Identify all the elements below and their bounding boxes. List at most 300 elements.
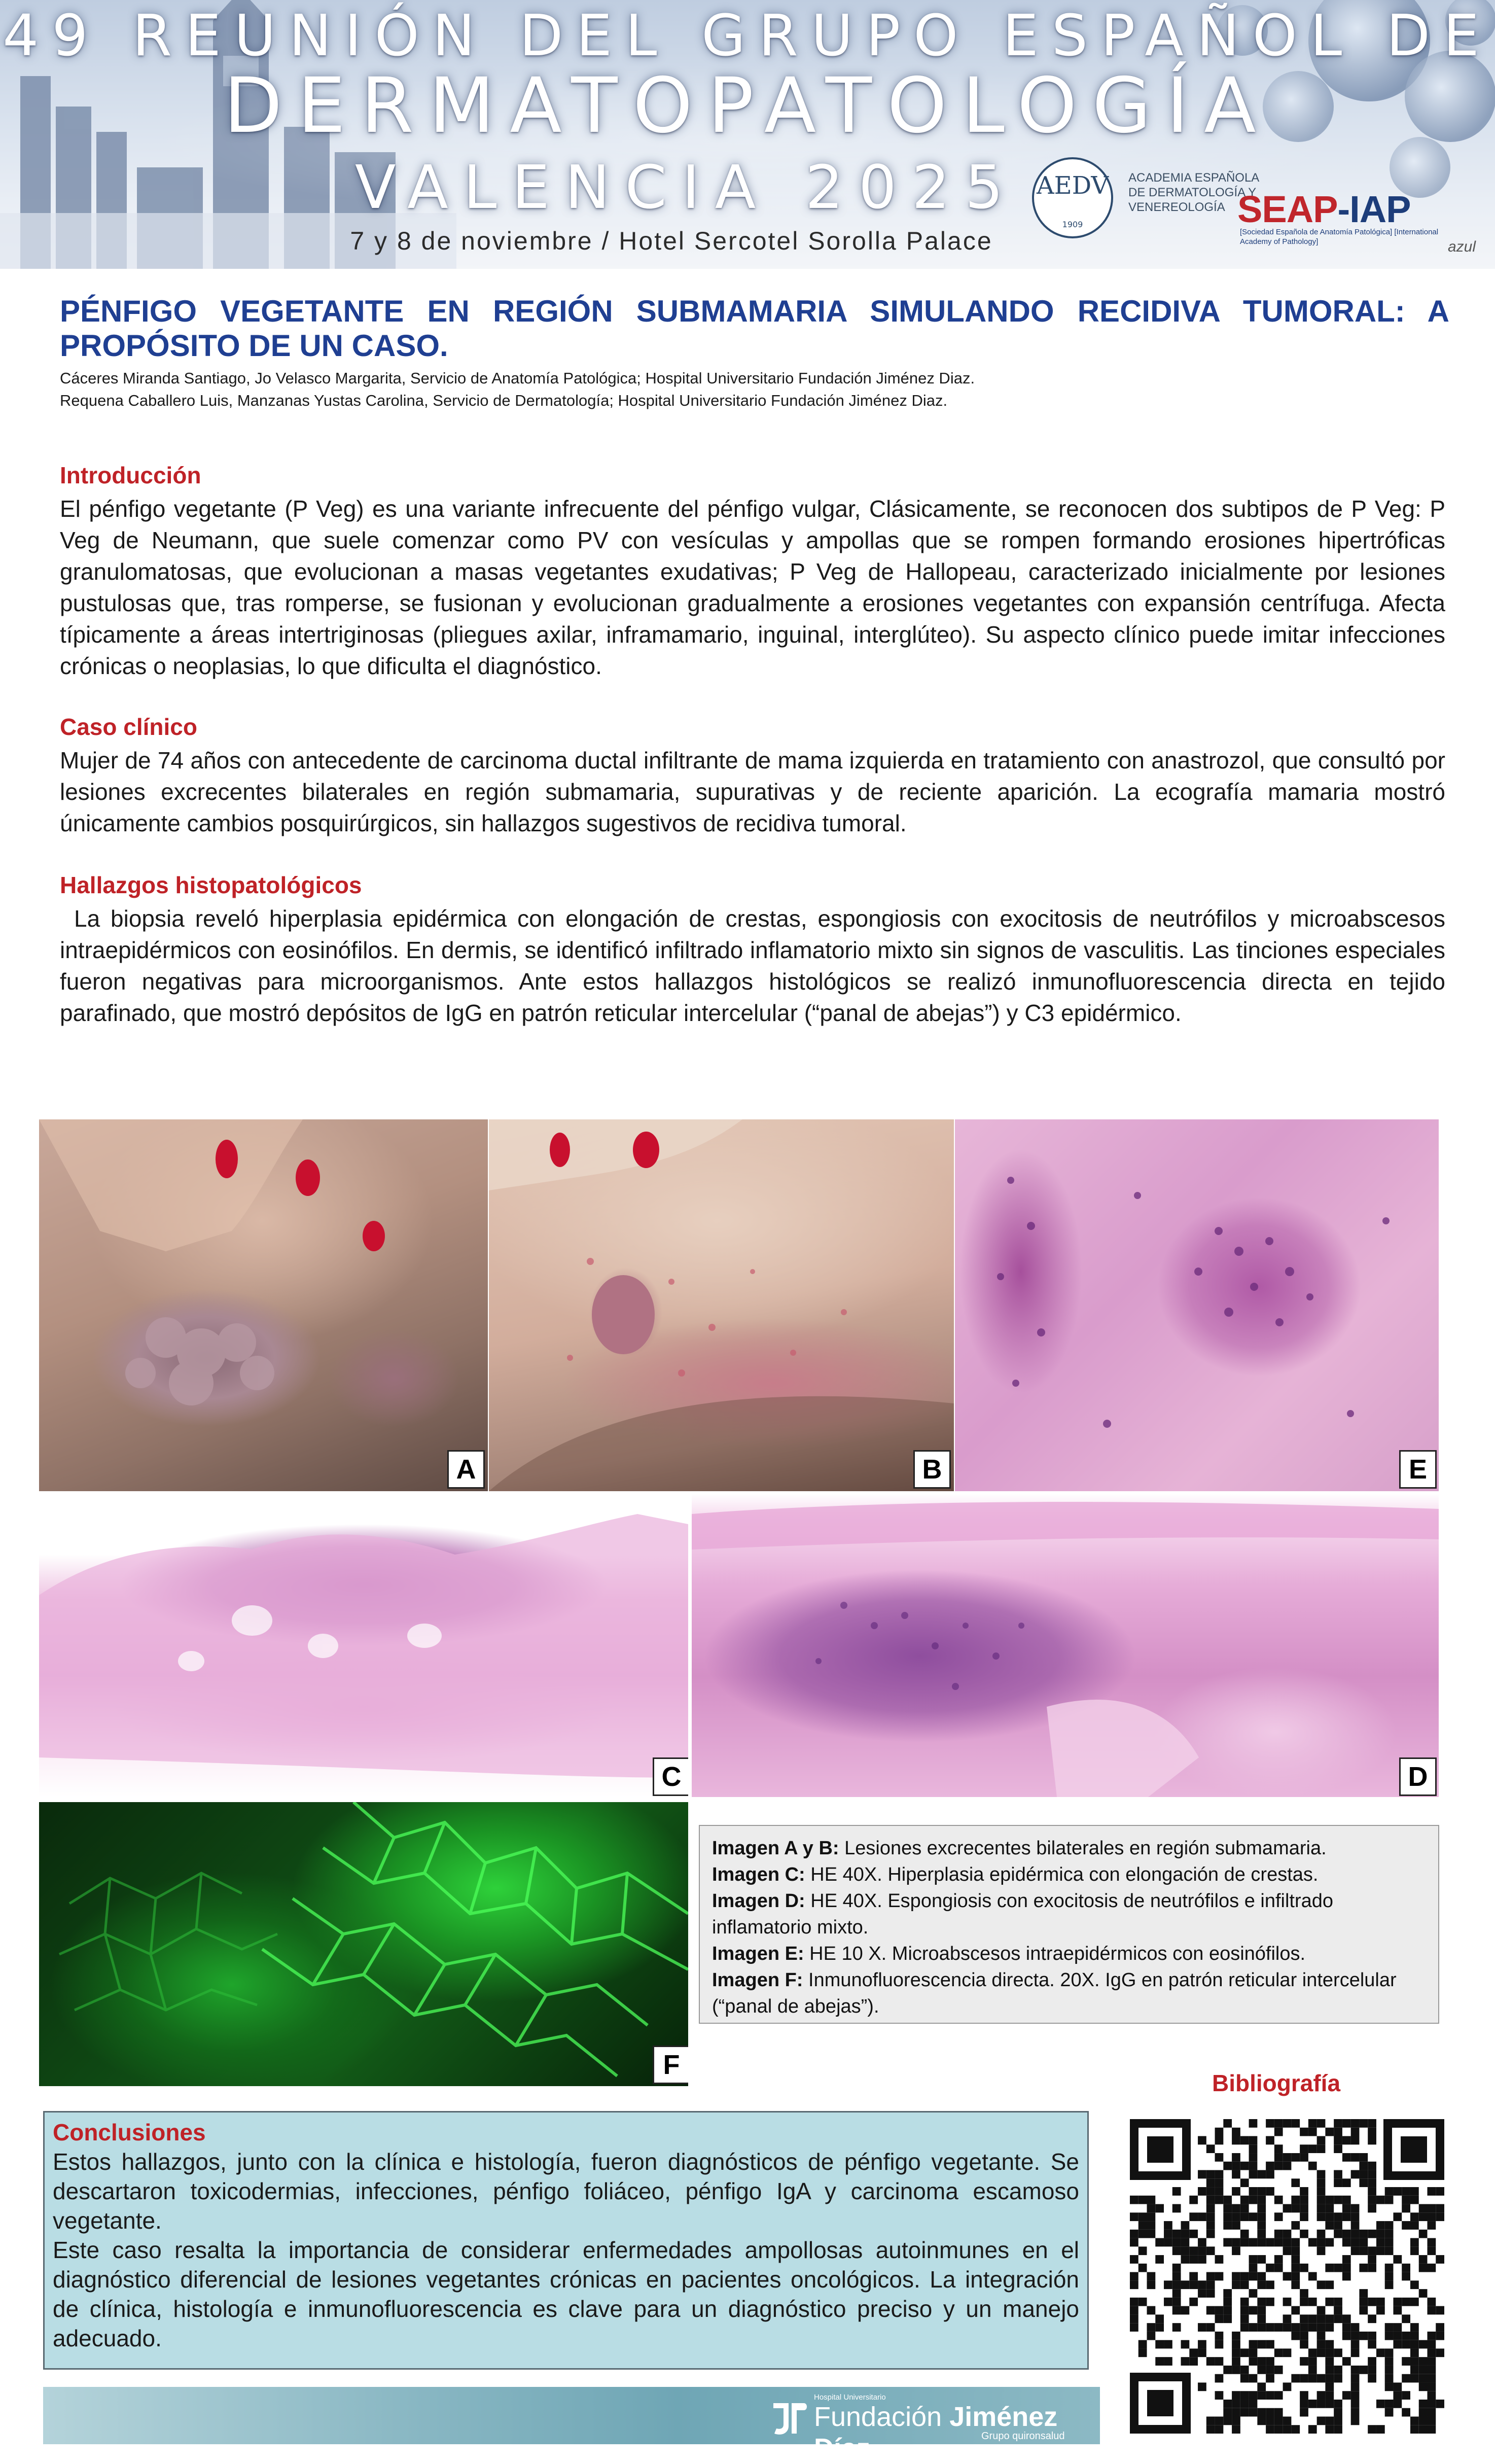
qr-module [1402,2187,1410,2196]
qr-module [1376,2196,1385,2204]
qr-module [1274,2212,1283,2221]
qr-module [1215,2187,1224,2196]
qr-module [1308,2162,1317,2170]
qr-module [1385,2348,1394,2357]
qr-module [1300,2374,1308,2383]
qr-module [1147,2272,1156,2281]
banner-date-venue: 7 y 8 de noviembre / Hotel Sercotel Sorolla Palace [350,227,993,255]
qr-module [1181,2255,1190,2264]
qr-module [1402,2340,1410,2349]
figure-c-illustration [39,1494,688,1797]
qr-module [1232,2221,1240,2230]
qr-module [1325,2323,1334,2332]
qr-module [1172,2272,1181,2281]
qr-module [1325,2357,1334,2366]
qr-module [1317,2238,1326,2247]
qr-module [1257,2391,1266,2400]
clinical-case-heading: Caso clínico [60,714,197,740]
qr-module [1189,2230,1198,2238]
qr-module [1249,2340,1258,2349]
qr-module [1436,2332,1444,2340]
qr-module [1266,2119,1274,2128]
qr-module [1410,2238,1419,2247]
qr-module [1274,2323,1283,2332]
qr-module [1240,2204,1249,2213]
qr-module [1334,2178,1342,2187]
qr-module [1232,2212,1240,2221]
qr-module [1249,2323,1258,2332]
qr-module [1351,2170,1360,2179]
qr-module [1308,2366,1317,2374]
qr-module [1274,2408,1283,2417]
qr-module [1334,2416,1342,2425]
figure-a-illustration [39,1119,488,1491]
qr-module [1300,2332,1308,2340]
qr-module [1283,2416,1292,2425]
figure-f-direct-immunofluorescence [39,1802,688,2086]
qr-module [1223,2196,1232,2204]
qr-module [1215,2136,1224,2145]
qr-module [1266,2264,1274,2272]
qr-module [1189,2280,1198,2289]
qr-module [1138,2298,1147,2306]
figure-e-label: E [1399,1450,1437,1489]
qr-module [1368,2264,1376,2272]
qr-module [1172,2230,1181,2238]
qr-module [1334,2119,1342,2128]
qr-module [1291,2374,1300,2383]
qr-module [1385,2382,1394,2391]
qr-module [1291,2264,1300,2272]
qr-module [1317,2374,1326,2383]
qr-module [1359,2332,1368,2340]
qr-module [1300,2144,1308,2153]
qr-module [1308,2272,1317,2281]
qr-module [1393,2187,1402,2196]
qr-module [1342,2264,1351,2272]
qr-module [1266,2323,1274,2332]
qr-module [1317,2340,1326,2349]
figure-captions-box [699,1825,1439,2024]
qr-module [1359,2246,1368,2255]
qr-module [1325,2400,1334,2408]
qr-module [1351,2391,1360,2400]
qr-module [1342,2323,1351,2332]
qr-module [1342,2178,1351,2187]
qr-module [1308,2400,1317,2408]
qr-module [1283,2348,1292,2357]
qr-module [1334,2144,1342,2153]
bibliography-heading: Bibliografía [1212,2070,1341,2096]
qr-module [1147,2204,1156,2213]
qr-module [1368,2298,1376,2306]
figure-a-label: A [447,1450,485,1489]
qr-module [1130,2298,1138,2306]
qr-module [1257,2187,1266,2196]
qr-module [1359,2298,1368,2306]
qr-module [1427,2400,1436,2408]
qr-module [1172,2187,1181,2196]
qr-module [1385,2323,1394,2332]
qr-module [1427,2416,1436,2425]
histopathology-heading: Hallazgos histopatológicos [60,872,362,898]
qr-module [1325,2128,1334,2136]
qr-module [1436,2212,1444,2221]
qr-module [1266,2366,1274,2374]
qr-module [1325,2280,1334,2289]
qr-module [1342,2238,1351,2247]
qr-module [1249,2255,1258,2264]
qr-module [1223,2221,1232,2230]
qr-module [1300,2212,1308,2221]
qr-module [1283,2153,1292,2162]
caption-image-f: Imagen F: Inmunofluorescencia directa. 20X. IgG en patrón reticular intercelular (“panal de abejas”). [712,1969,1397,2017]
qr-module [1164,2280,1172,2289]
qr-module [1385,2196,1394,2204]
qr-module [1266,2162,1274,2170]
qr-module [1368,2119,1376,2128]
qr-module [1410,2374,1419,2383]
qr-module [1308,2323,1317,2332]
qr-module [1351,2408,1360,2417]
qr-module [1283,2272,1292,2281]
qr-module [1130,2230,1138,2238]
qr-module [1419,2425,1428,2434]
qr-module [1300,2400,1308,2408]
qr-module [1300,2187,1308,2196]
qr-module [1385,2408,1394,2417]
qr-module [1274,2128,1283,2136]
qr-module [1351,2332,1360,2340]
qr-module [1155,2314,1164,2323]
qr-module [1249,2306,1258,2315]
qr-module [1334,2221,1342,2230]
qr-module [1266,2136,1274,2145]
qr-module [1436,2204,1444,2213]
qr-module [1325,2374,1334,2383]
qr-module [1257,2255,1266,2264]
qr-module [1257,2212,1266,2221]
caption-image-c: Imagen C: HE 40X. Hiperplasia epidérmica con elongación de crestas. [712,1864,1319,1885]
qr-module [1393,2255,1402,2264]
qr-module [1317,2348,1326,2357]
qr-module [1334,2196,1342,2204]
qr-module [1427,2348,1436,2357]
qr-module [1249,2357,1258,2366]
qr-module [1155,2340,1164,2349]
qr-module [1206,2280,1215,2289]
qr-module [1257,2196,1266,2204]
qr-module [1308,2374,1317,2383]
qr-module [1223,2119,1232,2128]
qr-module [1334,2314,1342,2323]
qr-module [1385,2264,1394,2272]
qr-module [1402,2196,1410,2204]
qr-module [1351,2238,1360,2247]
qr-module [1436,2306,1444,2315]
qr-module [1351,2221,1360,2230]
qr-module [1393,2400,1402,2408]
qr-module [1130,2238,1138,2247]
qr-module [1402,2204,1410,2213]
qr-module [1410,2416,1419,2425]
qr-module [1427,2374,1436,2383]
qr-module [1385,2187,1394,2196]
qr-module [1368,2255,1376,2264]
qr-module [1402,2221,1410,2230]
qr-module [1198,2255,1206,2264]
introduction-text: El pénfigo vegetante (P Veg) es una variante infrecuente del pénfigo vulgar, Clásicamente, se reconocen dos subtipos de P Veg: P Veg de Neumann, que suele comenzar como PV con vesículas y ampollas que se rompen formando erosiones hipertróficas granulomatosas, que evolucionan a masas vegetantes exudativas; P Veg de Hallopeau, caracterizado inicialmente por lesiones pustulosas que, tras romperse, se fusionan y evolucionan gradualmente a erosiones vegetantes con expansión centrífuga. Afecta típicamente a áreas intertriginosas (pliegues axilar, inframamario, inguinal, interglúteo). Su aspecto clínico puede imitar infecciones crónicas o neoplasias, lo que dificulta el diagnóstico. [60,496,1445,679]
qr-module [1359,2289,1368,2298]
qr-module [1402,2357,1410,2366]
qr-module [1325,2298,1334,2306]
qr-module [1334,2298,1342,2306]
qr-module [1325,2212,1334,2221]
qr-module [1232,2153,1240,2162]
qr-module [1274,2416,1283,2425]
qr-module [1351,2400,1360,2408]
qr-module [1419,2204,1428,2213]
qr-module [1198,2289,1206,2298]
qr-module [1147,2212,1156,2221]
qr-module [1325,2348,1334,2357]
qr-module [1317,2306,1326,2315]
qr-module [1436,2323,1444,2332]
qr-module [1274,2238,1283,2247]
qr-module [1419,2400,1428,2408]
qr-module [1419,2366,1428,2374]
qr-module [1257,2416,1266,2425]
qr-module [1215,2374,1224,2383]
qr-module [1240,2298,1249,2306]
qr-module [1181,2238,1190,2247]
qr-module [1291,2332,1300,2340]
qr-module [1376,2298,1385,2306]
qr-module [1249,2119,1258,2128]
qr-module [1172,2204,1181,2213]
qr-module [1317,2332,1326,2340]
qr-module [1351,2323,1360,2332]
qr-module [1427,2221,1436,2230]
qr-module [1147,2230,1156,2238]
qr-module [1172,2289,1181,2298]
qr-module [1266,2408,1274,2417]
qr-module [1223,2212,1232,2221]
qr-module [1317,2230,1326,2238]
qr-module [1291,2425,1300,2434]
qr-module [1368,2162,1376,2170]
qr-module [1266,2425,1274,2434]
qr-module [1147,2323,1156,2332]
qr-module [1393,2306,1402,2315]
qr-module [1393,2332,1402,2340]
qr-module [1215,2314,1224,2323]
qr-module [1300,2323,1308,2332]
qr-module [1291,2119,1300,2128]
qr-module [1351,2136,1360,2145]
qr-module [1266,2298,1274,2306]
qr-module [1385,2400,1394,2408]
qr-module [1257,2230,1266,2238]
qr-module [1240,2400,1249,2408]
qr-module [1206,2212,1215,2221]
qr-module [1427,2187,1436,2196]
qr-module [1393,2391,1402,2400]
qr-module [1266,2187,1274,2196]
qr-module [1223,2298,1232,2306]
qr-module [1376,2400,1385,2408]
aedv-year: 1909 [1062,220,1083,229]
qr-module [1300,2298,1308,2306]
qr-module [1291,2204,1300,2213]
qr-module [1172,2298,1181,2306]
qr-module [1393,2212,1402,2221]
conclusions-box [43,2111,1089,2370]
qr-module [1368,2204,1376,2213]
qr-module [1427,2264,1436,2272]
qr-module [1402,2408,1410,2417]
qr-module [1147,2280,1156,2289]
qr-module [1283,2314,1292,2323]
qr-module [1368,2332,1376,2340]
qr-module [1215,2340,1224,2349]
qr-module [1223,2416,1232,2425]
qr-module [1172,2323,1181,2332]
qr-module [1189,2298,1198,2306]
qr-module [1215,2332,1224,2340]
qr-module [1410,2348,1419,2357]
qr-module [1368,2246,1376,2255]
qr-module [1274,2230,1283,2238]
qr-module [1308,2348,1317,2357]
qr-module [1419,2408,1428,2417]
qr-module [1223,2366,1232,2374]
qr-module [1189,2212,1198,2221]
qr-module [1164,2238,1172,2247]
qr-module [1232,2128,1240,2136]
qr-module [1334,2348,1342,2357]
qr-module [1232,2170,1240,2179]
qr-module [1189,2357,1198,2366]
qr-module [1291,2178,1300,2187]
qr-module [1317,2170,1326,2179]
qr-module [1342,2314,1351,2323]
qr-module [1317,2391,1326,2400]
qr-module [1223,2408,1232,2417]
seap-iap-logo [1237,188,1411,231]
qr-module [1206,2357,1215,2366]
qr-module [1291,2153,1300,2162]
figure-d-illustration [692,1494,1439,1797]
qr-module [1410,2323,1419,2332]
qr-module [1427,2425,1436,2434]
qr-module [1206,2306,1215,2315]
qr-module [1274,2391,1283,2400]
poster-title: PÉNFIGO VEGETANTE EN REGIÓN SUBMAMARIA SIMULANDO RECIDIVA TUMORAL: A PROPÓSITO DE UN CASO. [60,294,1449,363]
qr-module [1427,2382,1436,2391]
qr-module [1368,2340,1376,2349]
qr-module [1368,2374,1376,2383]
qr-module [1351,2212,1360,2221]
qr-module [1215,2416,1224,2425]
qr-module [1283,2246,1292,2255]
qr-module [1308,2298,1317,2306]
qr-module [1283,2323,1292,2332]
qr-module [1300,2314,1308,2323]
qr-module [1402,2264,1410,2272]
iap-wordmark: -IAP [1337,188,1411,230]
qr-module [1351,2374,1360,2383]
qr-module [1215,2357,1224,2366]
qr-module [1385,2280,1394,2289]
qr-module [1249,2187,1258,2196]
qr-module [1419,2416,1428,2425]
qr-module [1130,2323,1138,2332]
qr-module [1317,2280,1326,2289]
qr-module [1215,2391,1224,2400]
qr-module [1308,2238,1317,2247]
qr-module [1334,2230,1342,2238]
footer-band [43,2387,1100,2463]
qr-module [1232,2280,1240,2289]
qr-module [1427,2366,1436,2374]
qr-module [1419,2382,1428,2391]
qr-module [1402,2298,1410,2306]
qr-module [1291,2221,1300,2230]
qr-module [1215,2178,1224,2187]
fjd-emblem-icon [768,2398,809,2439]
qr-module [1283,2162,1292,2170]
qr-module [1274,2144,1283,2153]
qr-module [1240,2408,1249,2417]
qr-module [1138,2348,1147,2357]
qr-module [1240,2136,1249,2145]
qr-module [1181,2280,1190,2289]
qr-module [1249,2408,1258,2417]
qr-module [1274,2366,1283,2374]
qr-module [1232,2187,1240,2196]
qr-module [1181,2340,1190,2349]
qr-module [1325,2425,1334,2434]
qr-module [1147,2221,1156,2230]
qr-module [1419,2289,1428,2298]
qr-module [1308,2119,1317,2128]
qr-module [1368,2136,1376,2145]
qr-module [1249,2348,1258,2357]
qr-module [1240,2162,1249,2170]
qr-module [1334,2366,1342,2374]
qr-module [1419,2212,1428,2221]
qr-module [1249,2400,1258,2408]
qr-module [1232,2136,1240,2145]
qr-module [1130,2280,1138,2289]
qr-module [1232,2238,1240,2247]
qr-module [1291,2255,1300,2264]
caption-image-e: Imagen E: HE 10 X. Microabscesos intraepidérmicos con eosinófilos. [712,1943,1306,1964]
qr-module [1351,2204,1360,2213]
qr-module [1283,2238,1292,2247]
qr-module [1189,2272,1198,2281]
qr-module [1351,2246,1360,2255]
qr-module [1410,2340,1419,2349]
qr-module [1181,2246,1190,2255]
qr-module [1215,2153,1224,2162]
qr-module [1198,2280,1206,2289]
bibliography-qr-code[interactable] [1125,2114,1449,2439]
qr-module [1368,2170,1376,2179]
qr-module [1198,2348,1206,2357]
qr-module [1436,2255,1444,2264]
